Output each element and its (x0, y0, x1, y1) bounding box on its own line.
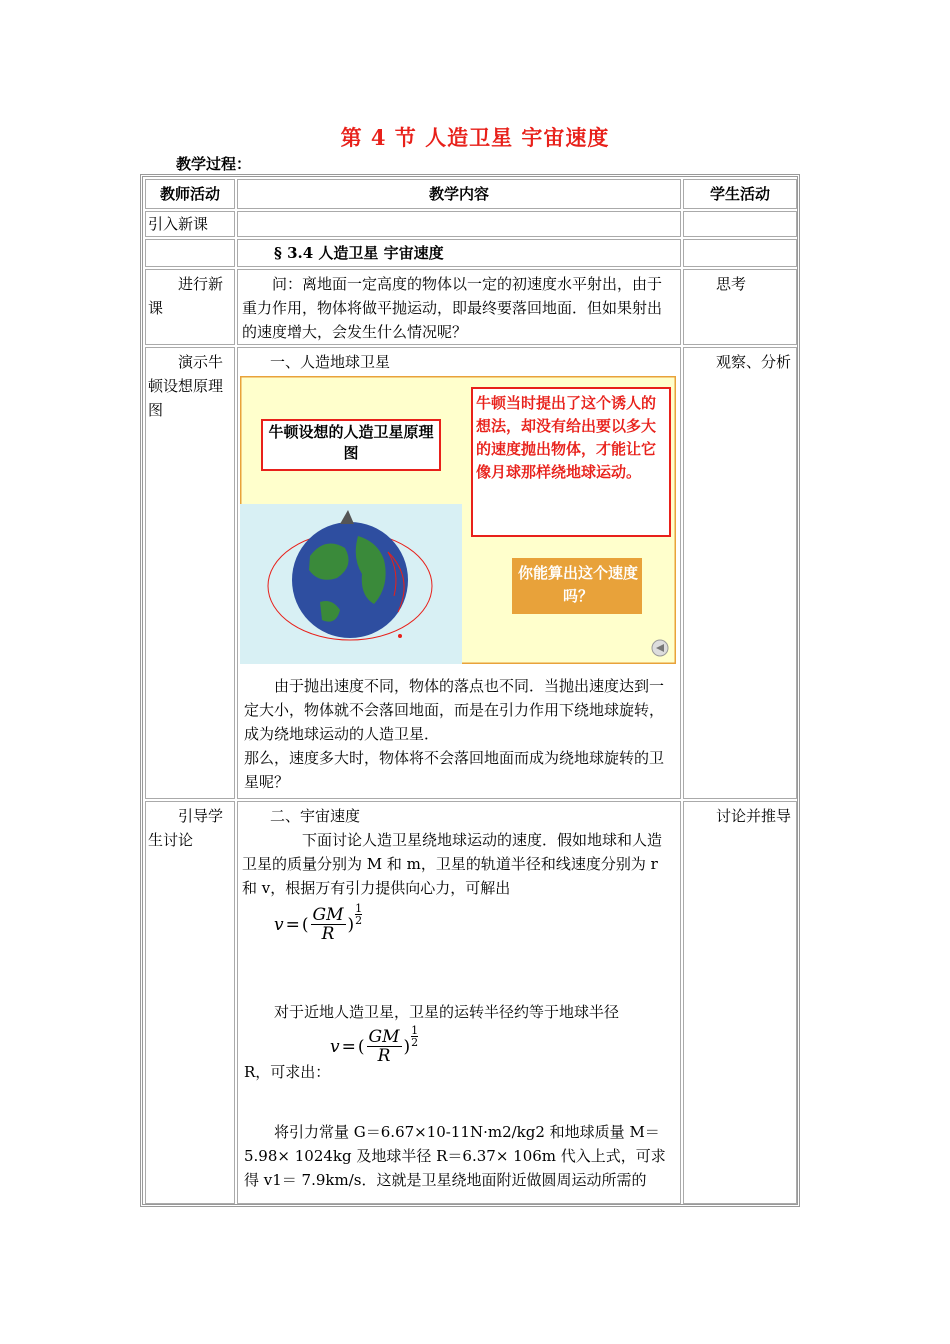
row5-para1: 下面讨论人造卫星绕地球运动的速度．假如地球和人造卫星的质量分别为 M 和 m，卫星的轨道半径和线速度分别为 r 和 v，根据万有引力提供向心力，可解出 (242, 831, 663, 897)
header-teacher: 教师活动 (145, 179, 235, 209)
row5-student: 讨论并推导 (683, 801, 797, 1204)
row1-content (237, 211, 681, 237)
newton-figure-svg (240, 376, 676, 664)
row4-content (237, 347, 681, 799)
newton-figure (240, 376, 676, 664)
velocity-formula-1: v = ( $\frac{GM}{R}$ ) 1 2 (274, 902, 363, 944)
velocity-formula-2: v = ( $\frac{GM}{R}$ ) 1 2 (330, 1024, 419, 1066)
row4-teacher: 演示牛顿设想原理图 (145, 347, 235, 799)
row3-student: 思考 (683, 269, 797, 345)
row4-para2: 那么，速度多大时，物体将不会落回地面而成为绕地球旋转的卫星呢？ (244, 749, 665, 791)
row5-para3: R，可求出： (244, 1063, 331, 1081)
row1-student (683, 211, 797, 237)
page-title: 第 4 节 人造卫星 宇宙速度 (340, 125, 610, 150)
row4-student: 观察、分析 (683, 347, 797, 799)
row5-para4: 将引力常量 G＝6.67×10-11N·m2/kg2 和地球质量 M＝5.98× 1024kg 及地球半径 R＝6.37× 106m 代入上式，可求得 v1＝ 7.9km/s．这就是卫星绕地面附近做圆周运动所需的 (244, 1123, 666, 1189)
row5-content (237, 801, 681, 1204)
row4-para1: 由于抛出速度不同，物体的落点也不同．当抛出速度达到一定大小，物体就不会落回地面，而是在引力作用下绕地球旋转，成为绕地球运动的人造卫星． (244, 677, 665, 743)
earth-icon (292, 522, 408, 638)
section-subtitle: 教学过程： (176, 155, 252, 173)
figure-box3-text: 你能算出这个速度吗？ (518, 564, 638, 605)
row5-heading: 二、宇宙速度 (270, 807, 361, 825)
lesson-table (140, 174, 800, 1207)
row3-teacher: 进行新课 (145, 269, 235, 345)
row5-para2: 对于近地人造卫星，卫星的运转半径约等于地球半径 (274, 1003, 620, 1021)
row2-student (683, 239, 797, 267)
row3-content: 问：离地面一定高度的物体以一定的初速度水平射出，由于重力作用，物体将做平抛运动，即最终要落回地面．但如果射出的速度增大，会发生什么情况呢？ (237, 269, 681, 345)
figure-box1-text: 牛顿设想的人造卫星原理图 (268, 423, 434, 462)
row2-teacher (145, 239, 235, 267)
header-content: 教学内容 (237, 179, 681, 209)
row5-teacher: 引导学生讨论 (145, 801, 235, 1204)
row1-teacher: 引入新课 (145, 211, 235, 237)
header-student: 学生活动 (683, 179, 797, 209)
figure-box2-text: 牛顿当时提出了这个诱人的想法，却没有给出要以多大的速度抛出物体，才能让它像月球那样绕地球运动。 (476, 394, 657, 481)
row4-heading: 一、人造地球卫星 (270, 353, 391, 371)
section-heading: § 3.4 人造卫星 宇宙速度 (237, 239, 681, 267)
